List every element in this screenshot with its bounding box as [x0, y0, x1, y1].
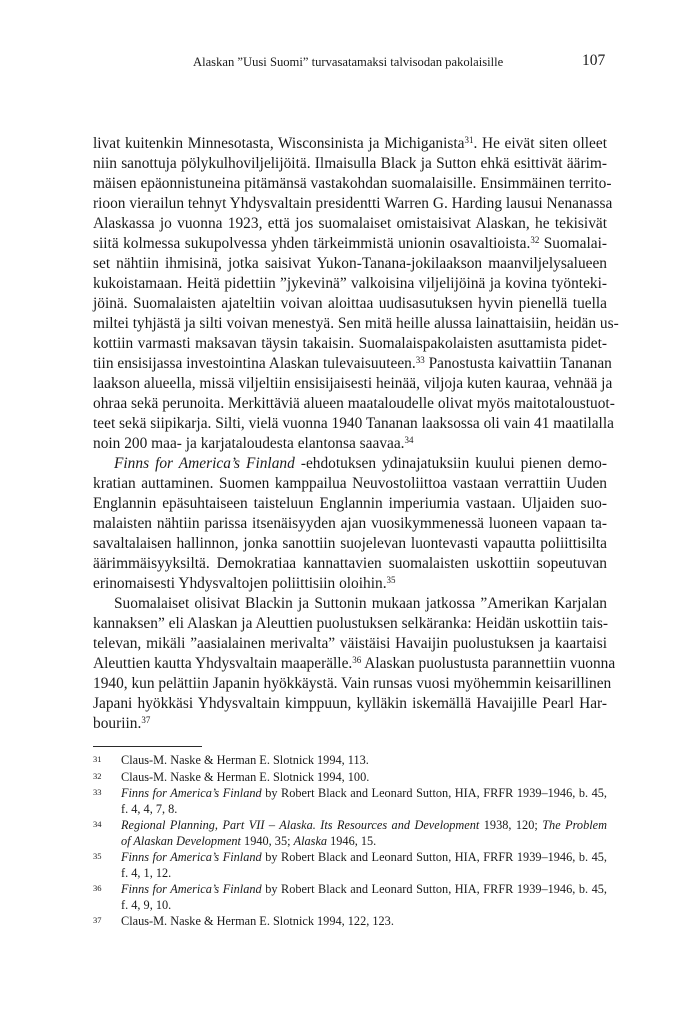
footnote: [93, 770, 607, 786]
footnote: [93, 786, 607, 817]
footnote-line: [121, 898, 607, 914]
footnote-reference: 32: [530, 235, 540, 245]
footnote-number: 32: [93, 770, 102, 781]
text-segment: tiin ensisijassa investointina Alaskan tulevaisuuteen.: [93, 355, 416, 372]
text-segment: rioon vierailun tehnyt Yhdysvaltain presidentti Warren G. Harding lausui Nenanassa: [93, 195, 613, 212]
text-segment: Panostusta kaivattiin Tananan: [424, 355, 612, 372]
paragraph: [93, 454, 607, 594]
paragraph-line: [93, 514, 607, 534]
paragraph-line: [93, 294, 607, 314]
text-segment: Suomalaiset olisivat Blackin ja Suttonin mukaan jatkossa ”Amerikan Karjalan: [114, 595, 607, 612]
paragraph-line: [93, 574, 607, 594]
paragraph-line: [93, 134, 607, 154]
paragraph-line: [93, 614, 607, 634]
footnote: [93, 882, 607, 913]
footnote-rule: [93, 746, 202, 747]
paragraph-line: [93, 714, 607, 734]
text-segment: Claus-M. Naske & Herman E. Slotnick 1994, 100.: [121, 769, 370, 784]
text-segment: Finns for America’s Finland: [121, 850, 262, 864]
paragraph-line: [93, 354, 612, 374]
text-segment: 1938, 120;: [479, 818, 543, 832]
text-segment: The Problem: [542, 818, 607, 832]
text-segment: by Robert Black and Leonard Sutton, HIA, FRFR 1939–1946, b. 45,: [261, 850, 607, 864]
paragraph-line: [93, 174, 612, 194]
text-segment: Suomalai-: [539, 235, 607, 252]
footnote-number: 31: [93, 754, 102, 764]
text-segment: kottiin varmasti maksavan täysin takaisin. Suomalaispakolaisten asuttamista pidet-: [93, 335, 607, 352]
footnote-number: 34: [93, 819, 102, 829]
text-segment: jöinä. Suomalaisten ajateltiin voivan aloittaa uudisasutuksen hyvin pienellä tuella: [93, 295, 607, 312]
footnote-line: [121, 834, 607, 850]
text-segment: by Robert Black and Leonard Sutton, HIA, FRFR 1939–1946, b. 45,: [261, 882, 607, 896]
text-segment: -ehdotuksen ydinajatuksiin kuului pienen demo-: [294, 455, 607, 472]
text-segment: miltei tyhjästä ja silti voivan menestyä. Sen mitä heille alussa lainattaisiin, heidän us-: [93, 315, 619, 332]
text-segment: f. 4, 1, 12.: [121, 865, 172, 880]
text-segment: Regional Planning, Part VII – Alaska. Its Resources and Development: [121, 818, 480, 832]
paragraph: [93, 594, 616, 734]
text-segment: livat kuitenkin Minnesotasta, Wisconsinista ja Michiganista: [93, 135, 465, 152]
text-segment: Englannin epäsuhtaiseen taisteluun Englannin imperiumia vastaan. Uljaiden suo-: [93, 495, 607, 512]
text-segment: ohraa sekä perunoita. Merkittäviä alueen maataloudelle olivat myös maitotaloustuot-: [93, 395, 615, 412]
footnote-line: [121, 850, 607, 866]
text-segment: f. 4, 4, 7, 8.: [121, 801, 178, 816]
text-segment: televan, mikäli ”aasialainen merivalta” väistäisi Havaijin puolustuksen ja kaartaisi: [93, 635, 607, 652]
paragraph-line: [93, 394, 615, 414]
text-segment: Finns for America’s Finland: [121, 786, 262, 800]
text-segment: Claus-M. Naske & Herman E. Slotnick 1994, 122, 123.: [121, 914, 394, 928]
text-segment: malaisten nähtiin parissa itsenäisyyden ajan vuosikymmenessä luoneen vapaan ta-: [93, 515, 607, 532]
text-segment: Claus-M. Naske & Herman E. Slotnick 1994, 113.: [121, 753, 369, 767]
paragraph-line: [93, 254, 607, 274]
paragraph-line: [93, 634, 607, 654]
paragraph-line: [93, 414, 614, 434]
text-segment: by Robert Black and Leonard Sutton, HIA, FRFR 1939–1946, b. 45,: [261, 786, 607, 800]
text-segment: erinomaisesti Yhdysvaltojen poliittisiin oloihin.: [93, 575, 387, 592]
footnote-number: 37: [93, 915, 102, 925]
paragraph-line: [93, 694, 607, 714]
paragraph-line: [93, 214, 607, 234]
text-segment: savaltalaisen hallinnon, jonka sanottiin suojelevan luontevasti vapautta poliittisilta: [93, 535, 607, 552]
text-segment: set nähtiin ihmisinä, jotka saisivat Yukon-Tanana-jokilaakson maanviljelysalueen: [93, 255, 607, 272]
paragraph-line: [93, 154, 607, 174]
paragraph-line: [93, 234, 607, 254]
footnotes: [93, 753, 607, 931]
footnote-number: 33: [93, 787, 102, 797]
paragraph-line: [93, 374, 613, 394]
footnote-reference: 34: [404, 435, 414, 445]
text-segment: 1946, 15.: [327, 833, 377, 848]
paragraph-line: [93, 474, 607, 494]
footnote: [93, 818, 607, 849]
text-segment: kannaksen” eli Alaskan ja Aleuttien puolustuksen selkäranka: Heidän uskottiin tais-: [93, 615, 609, 632]
paragraph: [93, 134, 619, 454]
text-segment: kratian auttaminen. Suomen kamppailua Neuvostoliittoa vastaan verrattiin Uuden: [93, 475, 607, 492]
footnote-reference: 31: [464, 135, 474, 145]
footnote: [93, 850, 607, 881]
text-segment: laakson alueella, missä viljeltiin ensisijaisesti heinää, viljoja kuten kauraa, vehnää ja: [93, 375, 613, 392]
text-segment: Finns for America’s Finland: [114, 455, 295, 472]
footnote-line: [121, 802, 607, 818]
paragraph-line: [93, 494, 607, 514]
footnote-line: [121, 753, 607, 769]
paragraph-line: [93, 454, 607, 474]
footnote-line: [121, 882, 607, 898]
text-segment: Japani hyökkäsi Yhdysvaltain kimppuun, kylläkin iskemällä Havaijille Pearl Har-: [93, 695, 607, 712]
footnote-reference: 35: [386, 575, 396, 585]
text-segment: kukoistamaan. Heitä pidettiin ”jykevinä” valkoisina viljelijöinä ja kovina työnteki-: [93, 275, 607, 292]
paragraph-line: [93, 654, 616, 674]
paragraph-line: [93, 534, 607, 554]
running-title: Alaskan ”Uusi Suomi” turvasatamaksi talvisodan pakolaisille: [193, 55, 504, 69]
paragraph-line: [93, 314, 619, 334]
paragraph-line: [93, 554, 607, 574]
footnote: [93, 914, 607, 930]
paragraph-line: [93, 194, 613, 214]
footnote-reference: 33: [415, 355, 425, 365]
paragraph-line: [93, 334, 607, 354]
paragraph-line: [93, 674, 612, 694]
text-segment: mäisen epäonnistuneina pitämänsä vastakohdan suomalaisille. Ensimmäinen territo-: [93, 175, 612, 192]
text-segment: Alaskan puolustusta parannettiin vuonna: [361, 655, 616, 672]
text-segment: 1940, kun pelättiin Japanin hyökkäystä. Vain runsas vuosi myöhemmin keisarillinen: [93, 675, 612, 692]
text-segment: niin sanottuja pölykulhoviljelijöitä. Ilmaisulla Black ja Sutton ehkä esittivät äärim-: [93, 155, 607, 172]
footnote-reference: 36: [352, 655, 362, 665]
text-segment: noin 200 maa- ja karjataloudesta elantonsa saavaa.: [93, 435, 405, 452]
page-header: [0, 52, 700, 76]
text-segment: . He eivät siten olleet: [473, 135, 607, 152]
text-segment: of Alaskan Development: [121, 833, 241, 848]
footnote-number: 36: [93, 883, 102, 893]
paragraph-line: [93, 274, 607, 294]
text-segment: äärimmäisyyksiltä. Demokratiaa kannattavien suomalaisten uskottiin sopeutuvan: [93, 555, 607, 572]
text-segment: Alaskassa jo vuonna 1923, että jos suomalaiset omistaisivat Alaskan, he tekisivät: [93, 215, 607, 232]
text-segment: f. 4, 9, 10.: [121, 897, 172, 912]
footnote-line: [121, 866, 607, 882]
text-segment: 1940, 35;: [240, 833, 294, 848]
footnote-line: [121, 914, 607, 930]
body-text: [93, 134, 619, 734]
footnote-number: 35: [93, 851, 102, 861]
text-segment: bouriin.: [93, 715, 142, 732]
footnote-line: [121, 770, 607, 786]
text-segment: Alaska: [293, 833, 328, 848]
paragraph-line: [93, 594, 607, 614]
page-number: 107: [582, 52, 606, 69]
paragraph-line: [93, 434, 607, 454]
text-segment: teet sekä siipikarja. Silti, vielä vuonna 1940 Tananan laaksossa oli vain 41 maatilalla: [93, 415, 614, 432]
footnote-line: [121, 786, 607, 802]
footnote-line: [121, 818, 607, 834]
text-segment: Finns for America’s Finland: [121, 882, 262, 896]
text-segment: Aleuttien kautta Yhdysvaltain maaperälle.: [93, 655, 353, 672]
text-segment: siitä kolmessa sukupolvessa yhden tärkeimmistä unionin osavaltioista.: [93, 235, 531, 252]
footnote: [93, 753, 607, 769]
footnote-reference: 37: [141, 715, 151, 725]
